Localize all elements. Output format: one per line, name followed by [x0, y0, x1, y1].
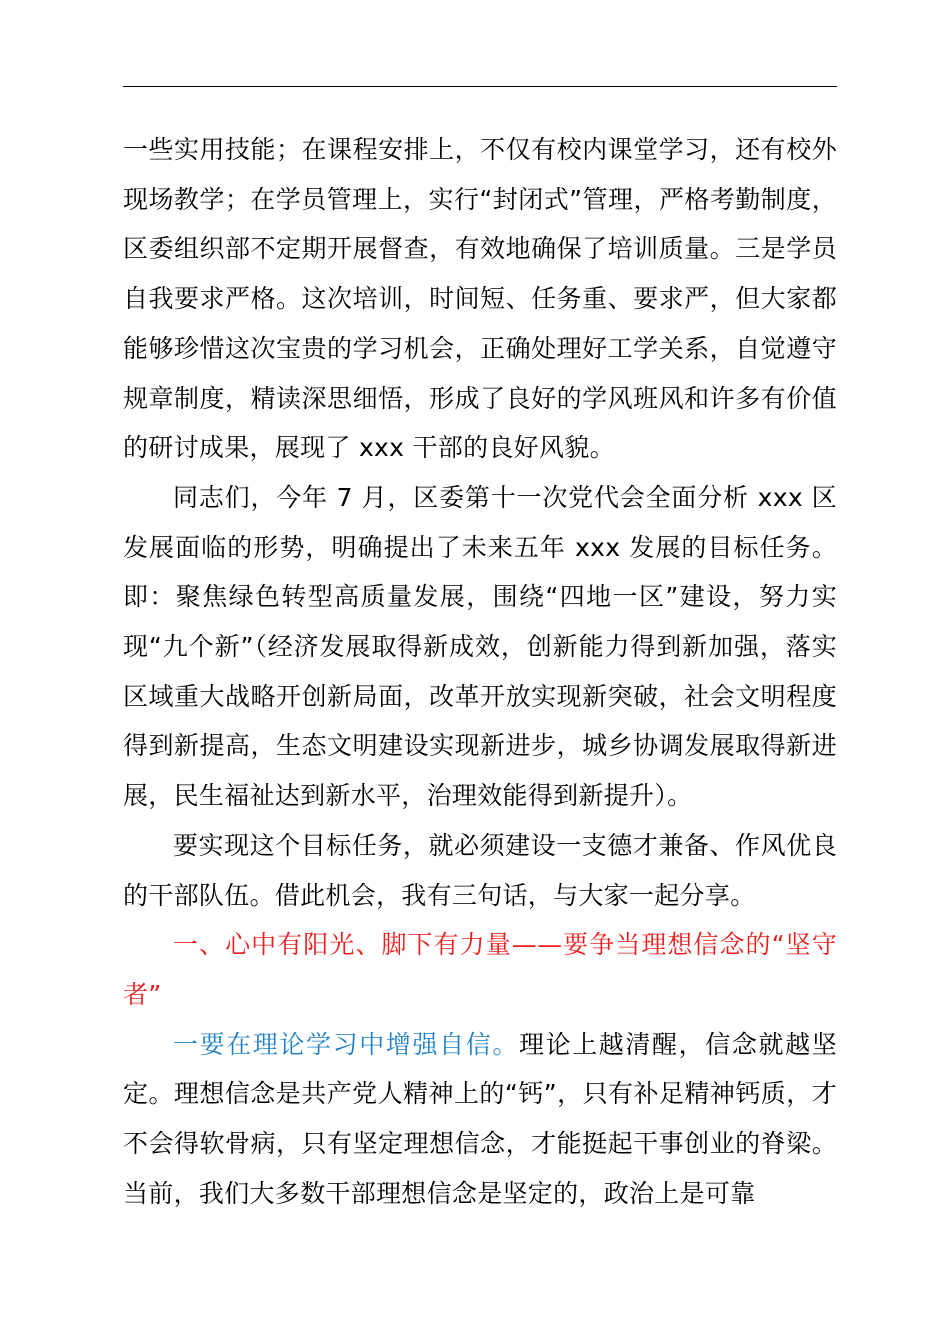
paragraph-cadre-team: 要实现这个目标任务，就必须建设一支德才兼备、作风优良的干部队伍。借此机会，我有三句话，与大家一起分享。 [123, 830, 837, 910]
paragraph-lead-phrase: 一要在理论学习中增强自信。 [173, 1029, 519, 1059]
paragraph-training-summary: 一些实用技能；在课程安排上，不仅有校内课堂学习，还有校外现场教学；在学员管理上，实行“封闭式”管理，严格考勤制度，区委组织部不定期开展督查，有效地确保了培训质量。三是学员自我要求严格。这次培训，时间短、任务重、要求严，但大家都能够珍惜这次宝贵的学习机会，正确处理好工学关系，自觉遵守规章制度，精读深思细悟，形成了良好的学风班风和许多有价值的研讨成果，展现了 xxx 干部的良好风貌。 [123, 135, 837, 463]
section-heading: 一、心中有阳光、脚下有力量——要争当理想信念的“坚守者” [123, 930, 837, 1009]
paragraph-development-goals: 同志们，今年 7 月，区委第十一次党代会全面分析 xxx 区发展面临的形势，明确提出了未来五年 xxx 发展的目标任务。即：聚焦绿色转型高质量发展，围绕“四地一区”建设，努力实现“九个新”（经济发展取得新成效，创新能力得到新加强，落实区域重大战略开创新局面，改革开放实现新突破，社会文明程度得到新提高，生态文明建设实现新进步，城乡协调发展取得新进展，民生福祉达到新水平，治理效能得到新提升）。 [123, 482, 837, 811]
document-body [123, 125, 837, 1218]
paragraph-theory-study [123, 1020, 837, 1219]
header-rule [123, 86, 837, 87]
paragraph-body-text: 理论上越清醒，信念就越坚定。理想信念是共产党人精神上的“钙”，只有补足精神钙质，才不会得软骨病，只有坚定理想信念，才能挺起干事创业的脊梁。当前，我们大多数干部理想信念是坚定的，政治上是可靠 [123, 1029, 838, 1208]
